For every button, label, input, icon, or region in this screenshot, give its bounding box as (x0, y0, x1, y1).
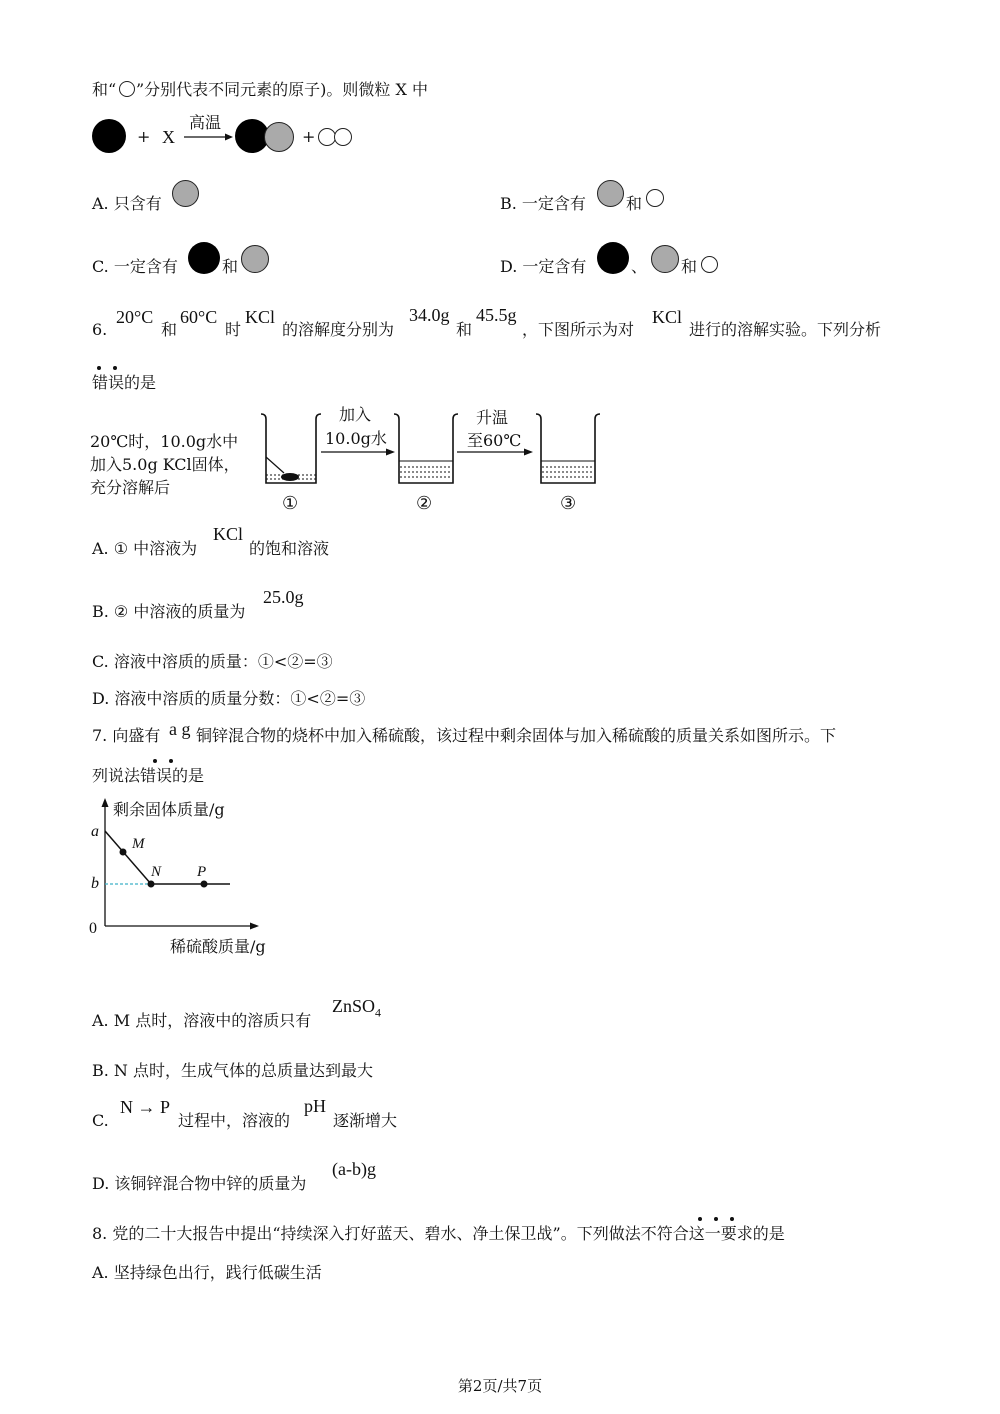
q6-and-2: 和 (456, 320, 473, 339)
q7-option-c-pre[interactable]: C. (92, 1111, 109, 1130)
graph-label-m: M (132, 836, 145, 852)
q7-option-c-formula: N → P (120, 1097, 171, 1117)
q6-text-1: 的溶解度分别为 (282, 320, 395, 339)
arrow-1-line-2: 10.0g水 (325, 429, 387, 448)
q6-when: 时 (225, 320, 242, 339)
q7-line-2: 列说法错误的是 (92, 766, 205, 785)
q6-option-c[interactable]: C. 溶液中溶质的质量：①<②=③ (92, 652, 333, 671)
q5-option-b-and: 和 (626, 194, 643, 213)
q5-intro-post: ”分别代表不同元素的原子)。则微粒 X 中 (136, 80, 428, 99)
q7-option-a-formula: ZnSO$_4$ (332, 996, 382, 1020)
process-arrow-icon (457, 447, 534, 457)
q5-option-b[interactable]: B. 一定含有 (500, 194, 586, 213)
emphasis-dot (730, 1217, 734, 1221)
beaker-3-label: ③ (560, 493, 577, 514)
beaker-2-label: ② (416, 493, 433, 514)
emphasis-dot (698, 1217, 702, 1221)
arrow-2-line-1: 升温 (476, 408, 509, 427)
q8-text: 8. 党的二十大报告中提出“持续深入打好蓝天、碧水、净土保卫战”。下列做法不符合这一要求的是 (92, 1224, 785, 1243)
gray-atom-icon (172, 180, 199, 207)
q6-solubility-20: 34.0g (409, 305, 450, 325)
q6-option-a-pre[interactable]: A. ① 中溶液为 (92, 539, 198, 558)
q6-solubility-60: 45.5g (476, 305, 517, 325)
q7-option-c-post: 逐渐增大 (333, 1111, 398, 1130)
q6-line-2: 错误的是 (92, 373, 157, 392)
white-atom-icon (701, 256, 718, 273)
q7-option-a-pre[interactable]: A. M 点时，溶液中的溶质只有 (92, 1011, 312, 1030)
q5-option-c[interactable]: C. 一定含有 (92, 257, 178, 276)
q8-option-a[interactable]: A. 坚持绿色出行，践行低碳生活 (92, 1263, 322, 1282)
q6-option-a-kcl: KCl (213, 524, 244, 544)
beaker-1-label: ① (282, 493, 299, 514)
reaction-arrow-icon (184, 132, 234, 142)
diagram-left-line-2: 加入5.0g KCl固体， (90, 455, 240, 474)
q6-kcl-1: KCl (245, 307, 276, 327)
q6-number: 6. (92, 320, 108, 339)
graph-label-a: a (91, 823, 99, 840)
q6-option-a-post: 的饱和溶液 (249, 539, 330, 558)
beaker-3-icon (533, 411, 603, 487)
diagram-left-line-1: 20℃时，10.0g水中 (90, 432, 239, 451)
q5-intro-pre: 和“ (92, 80, 117, 99)
eq-plus-1: + (137, 127, 151, 146)
q7-option-c-ph: pH (304, 1096, 326, 1116)
q6-option-d[interactable]: D. 溶液中溶质的质量分数：①<②=③ (92, 689, 366, 708)
emphasis-dot (169, 759, 173, 763)
eq-plus-2: + (302, 127, 316, 146)
eq-x: X (162, 127, 175, 147)
arrow-2-line-2: 至60℃ (467, 431, 522, 450)
q6-and-1: 和 (161, 320, 178, 339)
white-atom-icon (334, 128, 352, 146)
process-arrow-icon (321, 447, 396, 457)
q6-text-2: ，下图所示为对 (522, 320, 635, 339)
q7-option-c-mid: 过程中，溶液的 (178, 1111, 291, 1130)
gray-atom-icon (264, 122, 294, 152)
q7-text-1: 铜锌混合物的烧杯中加入稀硫酸，该过程中剩余固体与加入稀硫酸的质量关系如图所示。下 (196, 726, 837, 745)
gray-atom-icon (597, 180, 624, 207)
q7-number-pre: 7. 向盛有 (92, 726, 161, 745)
graph-x-label: 稀硫酸质量/g (170, 937, 266, 956)
emphasis-dot (113, 366, 117, 370)
page-footer: 第2页/共7页 (457, 1377, 543, 1395)
q5-option-d-sep: 、 (631, 257, 648, 276)
q6-option-b-pre[interactable]: B. ② 中溶液的质量为 (92, 602, 246, 621)
q7-option-d-pre[interactable]: D. 该铜锌混合物中锌的质量为 (92, 1174, 307, 1193)
diagram-left-line-3: 充分溶解后 (90, 478, 171, 497)
beaker-2-icon (391, 411, 461, 487)
beaker-1-icon (258, 411, 324, 487)
white-atom-icon (119, 81, 135, 97)
q6-temp-60: 60°C (180, 307, 218, 327)
graph-label-p: P (197, 864, 207, 880)
q7-option-b[interactable]: B. N 点时，生成气体的总质量达到最大 (92, 1061, 374, 1080)
q6-temp-20: 20°C (116, 307, 154, 327)
black-atom-icon (188, 242, 220, 274)
q5-option-c-and: 和 (222, 257, 239, 276)
eq-condition: 高温 (189, 113, 222, 132)
graph-label-n: N (151, 864, 162, 880)
q5-option-d[interactable]: D. 一定含有 (500, 257, 587, 276)
q7-mass-ag: a g (169, 719, 191, 739)
q5-option-a[interactable]: A. 只含有 (92, 194, 162, 213)
q6-text-3: 进行的溶解实验。下列分析 (689, 320, 882, 339)
emphasis-dot (153, 759, 157, 763)
q5-option-d-and: 和 (681, 257, 698, 276)
emphasis-dot (714, 1217, 718, 1221)
graph-y-label: 剩余固体质量/g (113, 800, 225, 819)
q6-option-b-value: 25.0g (263, 587, 304, 607)
gray-atom-icon (241, 245, 269, 273)
graph-origin: 0 (89, 920, 97, 937)
q7-option-d-formula: (a-b)g (332, 1159, 376, 1179)
graph-label-b: b (91, 875, 99, 892)
q6-kcl-2: KCl (652, 307, 683, 327)
arrow-1-line-1: 加入 (339, 405, 372, 424)
black-atom-icon (597, 242, 629, 274)
emphasis-dot (97, 366, 101, 370)
black-atom-icon (92, 119, 126, 153)
gray-atom-icon (651, 245, 679, 273)
white-atom-icon (646, 189, 664, 207)
point-m (120, 849, 127, 856)
